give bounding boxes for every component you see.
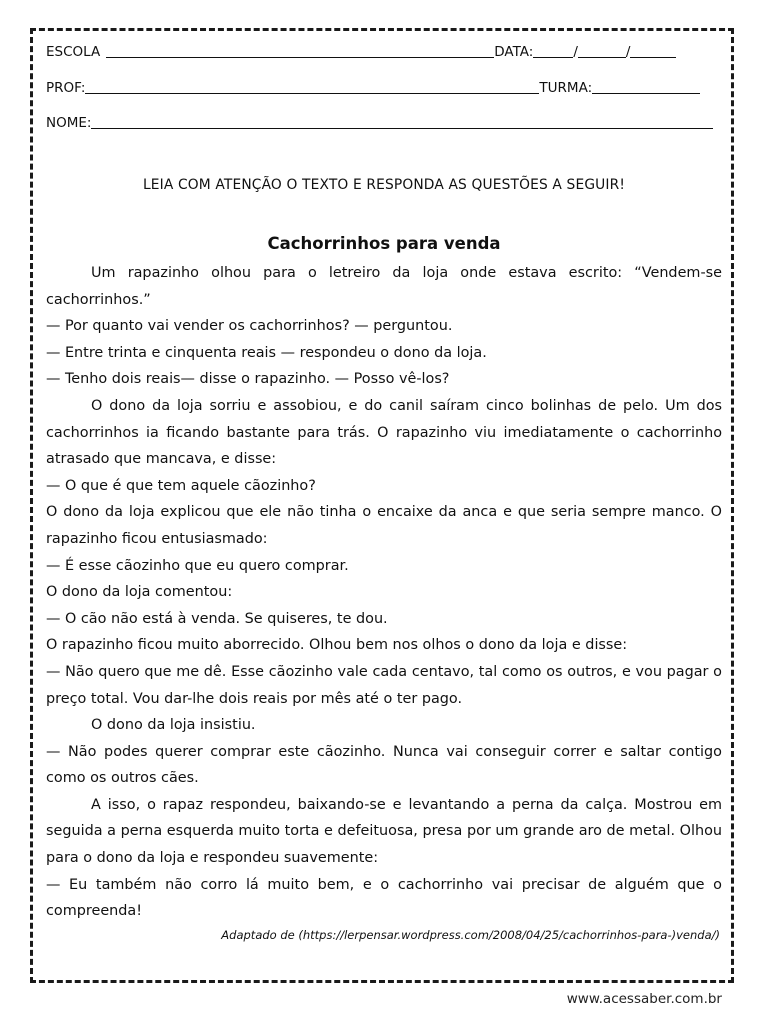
paragraph: — O que é que tem aquele cãozinho?: [46, 477, 316, 494]
paragraph: — Não podes querer comprar este cãozinho. Nunca vai conseguir correr e saltar contigo como os outros cães.: [46, 743, 722, 787]
story-body: [46, 260, 722, 925]
date-year-field[interactable]: [630, 44, 676, 58]
turma-field[interactable]: [592, 80, 700, 94]
paragraph: — Não quero que me dê. Esse cãozinho vale cada centavo, tal como os outros, e vou pagar o preço total. Vou dar-lhe dois reais por mês até o ter pago.: [46, 663, 722, 707]
paragraph: O rapazinho ficou muito aborrecido. Olhou bem nos olhos o dono da loja e disse:: [46, 637, 628, 654]
date-separator: /: [625, 44, 631, 60]
paragraph: O dono da loja insistiu.: [91, 717, 256, 734]
nome-row: [46, 115, 722, 131]
website-footer[interactable]: www.acessaber.com.br: [566, 991, 722, 1007]
paragraph: — Eu também não corro lá muito bem, e o cachorrinho vai precisar de alguém que o compreenda!: [46, 876, 722, 920]
prof-field[interactable]: [85, 80, 539, 94]
nome-label: NOME:: [46, 115, 92, 131]
prof-row: [46, 80, 722, 96]
paragraph: — O cão não está à venda. Se quiseres, te dou.: [46, 610, 388, 627]
source-citation: Adaptado de (https://lerpensar.wordpress.com/2008/04/25/cachorrinhos-para-)venda/): [221, 928, 720, 942]
prof-label: PROF:: [46, 80, 86, 96]
paragraph: O dono da loja explicou que ele não tinha o encaixe da anca e que seria sempre manco. O rapazinho ficou entusiasmado:: [46, 504, 722, 547]
escola-label: ESCOLA: [46, 44, 101, 60]
paragraph: Um rapazinho olhou para o letreiro da loja onde estava escrito: “Vendem-se cachorrinhos.”: [46, 265, 722, 308]
instruction-heading: LEIA COM ATENÇÃO O TEXTO E RESPONDA AS QUESTÕES A SEGUIR!: [142, 177, 626, 193]
paragraph: — Entre trinta e cinquenta reais — respondeu o dono da loja.: [46, 344, 487, 361]
escola-field[interactable]: [106, 44, 494, 58]
story-title: Cachorrinhos para venda: [267, 234, 501, 253]
paragraph: O dono da loja comentou:: [46, 584, 233, 601]
date-separator: /: [573, 44, 578, 60]
paragraph: A isso, o rapaz respondeu, baixando-se e levantando a perna da calça. Mostrou em seguida a perna esquerda muito torta e defeituosa, presa por um grande aro de metal. Olhou para o dono da loja e respondeu suavemente:: [46, 796, 722, 867]
paragraph: O dono da loja sorriu e assobiou, e do canil saíram cinco bolinhas de pelo. Um dos cachorrinhos ia ficando bastante para trás. O rapazinho viu imediatamente o cachorrinho atrasado que mancava, e disse:: [46, 397, 722, 468]
paragraph: — É esse cãozinho que eu quero comprar.: [46, 557, 349, 574]
nome-field[interactable]: [91, 115, 713, 129]
paragraph: — Tenho dois reais— disse o rapazinho. — Posso vê-los?: [46, 371, 450, 388]
data-label: DATA:: [494, 44, 534, 60]
turma-label: TURMA:: [539, 80, 593, 96]
paragraph: — Por quanto vai vender os cachorrinhos? — perguntou.: [46, 318, 453, 335]
date-day-field[interactable]: [533, 44, 573, 58]
escola-row: [46, 44, 722, 60]
date-month-field[interactable]: [578, 44, 626, 58]
